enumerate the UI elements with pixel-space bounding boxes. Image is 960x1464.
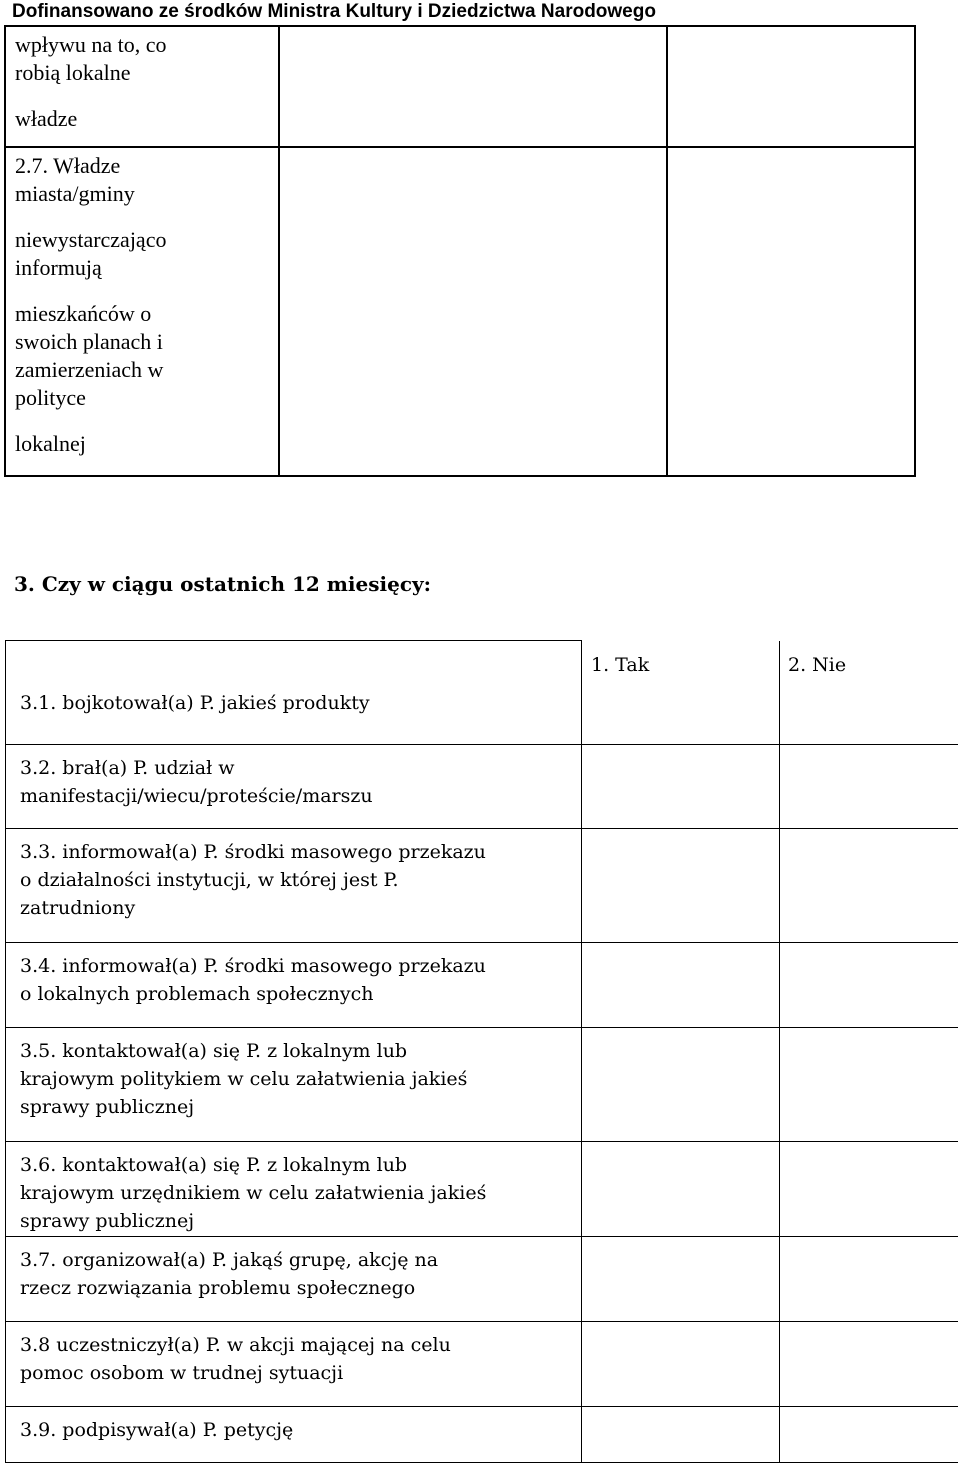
- answer-cell-nie[interactable]: [780, 1407, 958, 1463]
- label-line: niewystarczająco: [15, 227, 167, 252]
- table-row: [6, 1407, 958, 1463]
- option-tak-label: 1. Tak: [591, 653, 650, 676]
- answer-cell-tak[interactable]: [582, 1028, 780, 1142]
- label-line: miasta/gminy: [15, 181, 135, 206]
- label-line: władze: [15, 106, 78, 131]
- question-line: 3.5. kontaktował(a) się P. z lokalnym lub: [20, 1040, 408, 1062]
- question-line: 3.9. podpisywał(a) P. petycję: [20, 1419, 294, 1441]
- table-row-label: [5, 147, 279, 476]
- question-line: 3.7. organizował(a) P. jakąś grupę, akcję na: [20, 1249, 439, 1271]
- answer-cell[interactable]: [279, 26, 667, 147]
- question-cell: [6, 1407, 582, 1463]
- question-cell: [6, 943, 582, 1028]
- answer-cell-tak[interactable]: [582, 943, 780, 1028]
- label-line: lokalnej: [15, 431, 86, 456]
- option-nie-label: 2. Nie: [788, 653, 847, 676]
- question-cell: [6, 1237, 582, 1322]
- question-cell: [6, 829, 582, 943]
- question-cell: [6, 641, 582, 745]
- question-line: sprawy publicznej: [20, 1210, 195, 1232]
- label-line: robią lokalne: [15, 60, 131, 85]
- answer-cell-nie[interactable]: [780, 745, 958, 829]
- table-row-label: [5, 26, 279, 147]
- table-row: [5, 26, 915, 147]
- answer-cell[interactable]: [279, 147, 667, 476]
- label-line: mieszkańców o: [15, 301, 152, 326]
- table-row: [6, 641, 958, 745]
- question-cell: [6, 1142, 582, 1237]
- question-cell: [6, 1322, 582, 1407]
- answer-cell-tak[interactable]: [582, 745, 780, 829]
- table-row: [6, 1237, 958, 1322]
- question-line: krajowym urzędnikiem w celu załatwienia jakieś: [20, 1182, 487, 1204]
- table-row: [6, 1142, 958, 1237]
- answer-cell-nie[interactable]: [780, 1322, 958, 1407]
- question-line: 3.4. informował(a) P. środki masowego przekazu: [20, 955, 486, 977]
- table-row: [6, 1322, 958, 1407]
- table-row: [5, 147, 915, 476]
- answer-cell-nie[interactable]: [780, 943, 958, 1028]
- answer-cell-nie[interactable]: [780, 829, 958, 943]
- question-line: krajowym politykiem w celu załatwienia jakieś: [20, 1068, 468, 1090]
- answer-cell[interactable]: [667, 26, 915, 147]
- question-line: sprawy publicznej: [20, 1096, 195, 1118]
- question-line: manifestacji/wiecu/proteście/marszu: [20, 785, 373, 807]
- answer-cell-nie[interactable]: [780, 1142, 958, 1237]
- question-line: 3.6. kontaktował(a) się P. z lokalnym lub: [20, 1154, 408, 1176]
- table-section-3: [5, 640, 958, 1463]
- label-line: zamierzeniach w: [15, 357, 164, 382]
- table-row: [6, 1028, 958, 1142]
- answer-cell-nie[interactable]: [780, 1237, 958, 1322]
- table-row: [6, 943, 958, 1028]
- table-section-2-continuation: [4, 25, 916, 477]
- label-line: wpływu na to, co: [15, 32, 167, 57]
- answer-cell-nie[interactable]: [780, 641, 958, 745]
- question-line: 3.8 uczestniczył(a) P. w akcji mającej na celu: [20, 1334, 451, 1356]
- answer-cell-tak[interactable]: [582, 1237, 780, 1322]
- answer-cell-tak[interactable]: [582, 1407, 780, 1463]
- answer-cell-tak[interactable]: [582, 1322, 780, 1407]
- label-line: 2.7. Władze: [15, 153, 121, 178]
- question-line: 3.3. informował(a) P. środki masowego przekazu: [20, 841, 486, 863]
- question-line: zatrudniony: [20, 897, 136, 919]
- section-3-heading: 3. Czy w ciągu ostatnich 12 miesięcy:: [14, 572, 432, 596]
- funding-note: Dofinansowano ze środków Ministra Kultury i Dziedzictwa Narodowego: [12, 1, 656, 22]
- answer-cell-tak[interactable]: [582, 641, 780, 745]
- question-line: rzecz rozwiązania problemu społecznego: [20, 1277, 416, 1299]
- answer-cell-nie[interactable]: [780, 1028, 958, 1142]
- question-line: pomoc osobom w trudnej sytuacji: [20, 1362, 344, 1384]
- answer-cell[interactable]: [667, 147, 915, 476]
- question-cell: [6, 1028, 582, 1142]
- question-line: 3.1. bojkotował(a) P. jakieś produkty: [20, 692, 370, 714]
- question-line: o działalności instytucji, w której jest P.: [20, 869, 399, 891]
- label-line: swoich planach i: [15, 329, 163, 354]
- table-row: [6, 745, 958, 829]
- question-line: o lokalnych problemach społecznych: [20, 983, 374, 1005]
- label-line: polityce: [15, 385, 86, 410]
- label-line: informują: [15, 255, 102, 280]
- table-row: [6, 829, 958, 943]
- answer-cell-tak[interactable]: [582, 829, 780, 943]
- question-cell: [6, 745, 582, 829]
- answer-cell-tak[interactable]: [582, 1142, 780, 1237]
- question-line: 3.2. brał(a) P. udział w: [20, 757, 235, 779]
